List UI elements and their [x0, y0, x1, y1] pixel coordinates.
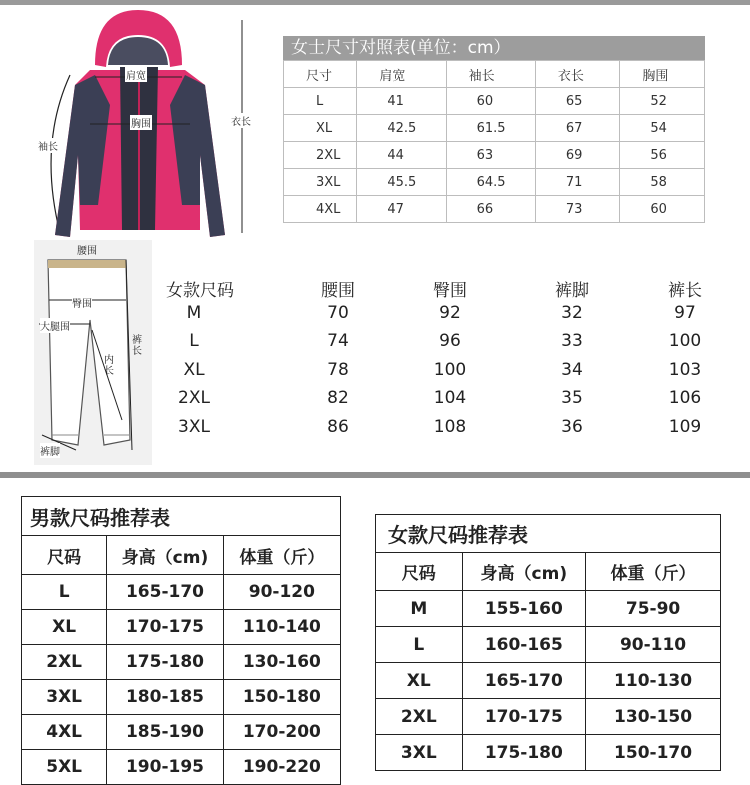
table-cell: 130-150: [586, 699, 721, 735]
table-cell: 175-180: [462, 735, 586, 771]
table-row: [22, 715, 341, 750]
table-cell: 190-195: [107, 750, 223, 785]
table-cell: 190-220: [223, 750, 340, 785]
table-cell: 2XL: [376, 699, 463, 735]
table-cell: 110-130: [586, 663, 721, 699]
pants-hem-label: 裤脚: [40, 443, 60, 458]
col-header: 女款尺码: [166, 281, 234, 301]
col-header: 裤脚: [555, 281, 589, 301]
table-cell: 92: [439, 303, 461, 323]
table-row: [284, 88, 705, 115]
table-cell: 2XL: [284, 142, 357, 169]
table-row: [376, 627, 721, 663]
table-cell: 106: [668, 388, 702, 408]
men-size-recommend-table: [21, 496, 341, 785]
col-header: 臀围: [433, 281, 467, 301]
table-cell: 67: [535, 115, 620, 142]
table-title-row: [376, 515, 721, 553]
table-cell: 66: [446, 196, 535, 223]
table-row: [150, 417, 720, 441]
table-header-row: [376, 553, 721, 591]
table-cell: 70: [327, 303, 349, 323]
col-header: 体重（斤）: [586, 553, 721, 591]
table-row: [150, 360, 720, 384]
pants-thigh-label: 大腿围: [40, 318, 70, 333]
jacket-chest-label: 胸围: [130, 115, 152, 130]
table-cell: 44: [357, 142, 446, 169]
pants-waist-label: 腰围: [77, 246, 97, 257]
table-cell: 4XL: [22, 715, 107, 750]
table-row: [284, 169, 705, 196]
table-cell: 90-120: [223, 575, 340, 610]
table-cell: XL: [284, 115, 357, 142]
table-cell: 103: [668, 360, 702, 380]
table-cell: 3XL: [376, 735, 463, 771]
col-header: 胸围: [620, 61, 705, 88]
table-row: [284, 115, 705, 142]
table-cell: 73: [535, 196, 620, 223]
table-cell: 90-110: [586, 627, 721, 663]
table-cell: 185-190: [107, 715, 223, 750]
table-cell: 56: [620, 142, 705, 169]
table-row: [150, 388, 720, 412]
col-header: 尺码: [22, 536, 107, 575]
table-cell: 63: [446, 142, 535, 169]
col-header: 袖长: [446, 61, 535, 88]
table-row: [22, 610, 341, 645]
table-cell: 33: [561, 331, 583, 351]
table-cell: 71: [535, 169, 620, 196]
pants-inseam-label: 内长: [104, 355, 114, 377]
table-cell: 3XL: [178, 417, 210, 437]
table-cell: 165-170: [107, 575, 223, 610]
table-header-row: [284, 61, 705, 88]
table-cell: 175-180: [107, 645, 223, 680]
table-cell: L: [189, 331, 199, 351]
pants-hip-label: 臀围: [72, 295, 92, 310]
table-cell: 86: [327, 417, 349, 437]
table-cell: 100: [668, 331, 702, 351]
jacket-sleeve-label: 袖长: [37, 138, 59, 153]
table-cell: 150-180: [223, 680, 340, 715]
col-header: 体重（斤）: [223, 536, 340, 575]
table-cell: L: [284, 88, 357, 115]
table-cell: 150-170: [586, 735, 721, 771]
col-header: 裤长: [668, 281, 702, 301]
table-row: [376, 735, 721, 771]
table-cell: XL: [22, 610, 107, 645]
table-title-row: [22, 497, 341, 536]
table-cell: 60: [446, 88, 535, 115]
table-cell: 35: [561, 388, 583, 408]
table-cell: 69: [535, 142, 620, 169]
table-title: 男款尺码推荐表: [22, 497, 341, 536]
table-cell: 36: [561, 417, 583, 437]
table-cell: 52: [620, 88, 705, 115]
table-cell: 64.5: [446, 169, 535, 196]
table-cell: 170-175: [462, 699, 586, 735]
table-cell: 74: [327, 331, 349, 351]
table-cell: 2XL: [178, 388, 210, 408]
table-cell: 45.5: [357, 169, 446, 196]
table-cell: L: [22, 575, 107, 610]
table-cell: 180-185: [107, 680, 223, 715]
table-cell: 130-160: [223, 645, 340, 680]
table-header-row: [150, 276, 720, 300]
col-header: 肩宽: [357, 61, 446, 88]
table-cell: M: [376, 591, 463, 627]
col-header: 身高（cm): [107, 536, 223, 575]
col-header: 身高（cm): [462, 553, 586, 591]
table-cell: 3XL: [22, 680, 107, 715]
table-row: [22, 680, 341, 715]
table-cell: XL: [376, 663, 463, 699]
col-header: 尺寸: [284, 61, 357, 88]
pants-illustration: [34, 240, 152, 465]
table-cell: 96: [439, 331, 461, 351]
col-header: 腰围: [321, 281, 355, 301]
table-cell: L: [376, 627, 463, 663]
table-row: [284, 196, 705, 223]
table-row: [376, 591, 721, 627]
table-cell: 170-200: [223, 715, 340, 750]
table-cell: 100: [433, 360, 467, 380]
table-cell: XL: [183, 360, 205, 380]
table-cell: 97: [674, 303, 696, 323]
table-cell: 60: [620, 196, 705, 223]
table-cell: 4XL: [284, 196, 357, 223]
table-row: [22, 645, 341, 680]
table-cell: 65: [535, 88, 620, 115]
table-cell: 110-140: [223, 610, 340, 645]
jacket-size-table: [283, 60, 705, 223]
women-size-recommend-table: [375, 514, 721, 771]
table-cell: M: [186, 303, 202, 323]
table-cell: 34: [561, 360, 583, 380]
jacket-illustration: [20, 5, 260, 240]
table-cell: 5XL: [22, 750, 107, 785]
table-cell: 82: [327, 388, 349, 408]
table-cell: 2XL: [22, 645, 107, 680]
jacket-length-label: 衣长: [230, 113, 252, 128]
pants-length-label: 裤长: [132, 335, 142, 357]
table-header-row: [22, 536, 341, 575]
table-cell: 42.5: [357, 115, 446, 142]
table-cell: 61.5: [446, 115, 535, 142]
table-cell: 32: [561, 303, 583, 323]
table-cell: 3XL: [284, 169, 357, 196]
table-row: [150, 331, 720, 355]
table-row: [22, 575, 341, 610]
table-cell: 75-90: [586, 591, 721, 627]
table-cell: 78: [327, 360, 349, 380]
table-cell: 54: [620, 115, 705, 142]
jacket-shoulder-label: 肩宽: [125, 67, 147, 82]
table-cell: 58: [620, 169, 705, 196]
table-title: 女款尺码推荐表: [376, 515, 721, 553]
col-header: 衣长: [535, 61, 620, 88]
table-row: [376, 699, 721, 735]
table-row: [22, 750, 341, 785]
table-row: [150, 303, 720, 327]
section-divider: [0, 472, 750, 478]
table-cell: 155-160: [462, 591, 586, 627]
table-cell: 108: [433, 417, 467, 437]
table-cell: 160-165: [462, 627, 586, 663]
table-cell: 104: [433, 388, 467, 408]
col-header: 尺码: [376, 553, 463, 591]
table-row: [284, 142, 705, 169]
table-cell: 109: [668, 417, 702, 437]
table-cell: 47: [357, 196, 446, 223]
table-row: [376, 663, 721, 699]
jacket-table-title: 女士尺寸对照表(单位：cm）: [283, 36, 705, 60]
table-cell: 165-170: [462, 663, 586, 699]
table-cell: 41: [357, 88, 446, 115]
table-cell: 170-175: [107, 610, 223, 645]
